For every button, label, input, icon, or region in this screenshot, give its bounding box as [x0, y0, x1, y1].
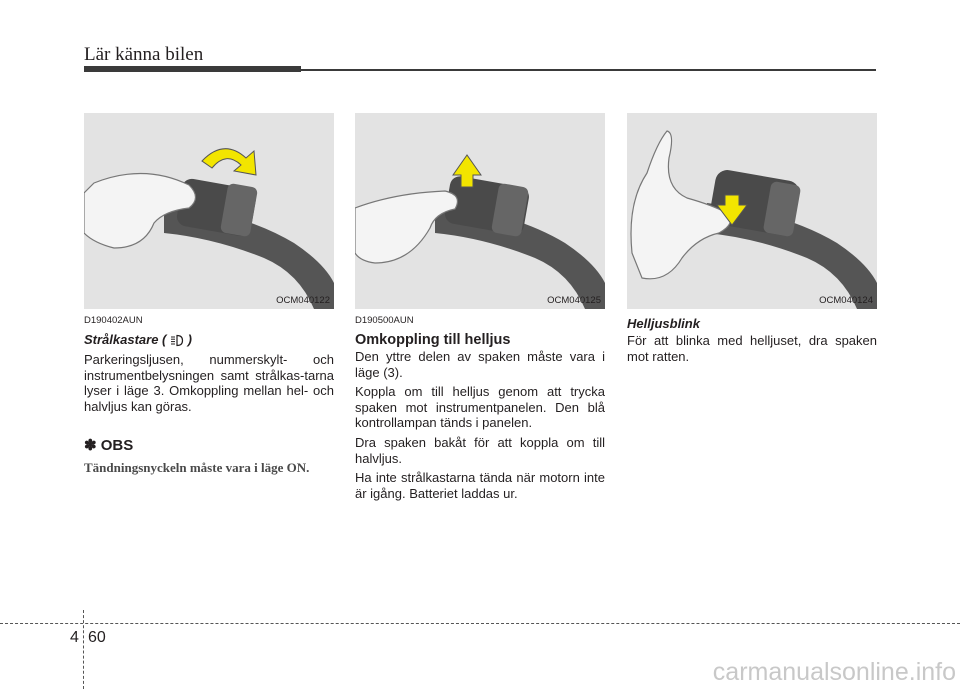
obs-heading: ✽ OBS	[84, 437, 134, 455]
figure-code: OCM040125	[547, 295, 601, 306]
section-subheading: Omkoppling till helljus	[355, 332, 511, 348]
body-paragraph: Dra spaken bakåt för att koppla om till halvljus.	[355, 434, 605, 466]
footer-rule-vertical	[83, 610, 84, 689]
header-rule-thin	[301, 69, 876, 71]
column-flash-to-pass	[627, 316, 877, 368]
subheading-suffix: )	[187, 332, 192, 347]
chapter-number: 4	[70, 629, 79, 646]
section-code: D190500AUN	[355, 315, 414, 326]
headlight-icon	[170, 334, 184, 350]
stalk-illustration-push	[355, 113, 605, 309]
body-paragraph: Koppla om till helljus genom att trycka spaken mot instrumentpanelen. Den blå kontrollampan tänds i panelen.	[355, 384, 605, 431]
body-paragraph: Ha inte strålkastarna tända när motorn inte är igång. Batteriet laddas ur.	[355, 470, 605, 501]
section-subheading	[84, 332, 334, 350]
column-headlights	[84, 315, 334, 476]
subheading-prefix: Strålkastare (	[84, 332, 167, 347]
section-code: D190402AUN	[84, 315, 143, 326]
section-subheading: Helljusblink	[627, 316, 700, 331]
page-number: 60	[88, 629, 106, 646]
body-paragraph: För att blinka med helljuset, dra spaken mot ratten.	[627, 333, 877, 364]
figure-rotate-stalk	[84, 113, 334, 309]
figure-code: OCM040122	[276, 295, 330, 306]
figure-push-stalk	[355, 113, 605, 309]
footer-rule-horizontal	[0, 623, 960, 624]
stalk-illustration-pull	[627, 113, 877, 309]
figure-pull-stalk	[627, 113, 877, 309]
watermark: carmanualsonline.info	[712, 658, 956, 686]
column-high-beam-switch	[355, 315, 605, 505]
figure-code: OCM040124	[819, 295, 873, 306]
body-paragraph: Parkeringsljusen, nummerskylt- och instrumentbelysningen samt strålkas-tarna lyser i läge 3. Omkoppling mellan hel- och halvljus kan göras.	[84, 352, 334, 414]
page-header-title: Lär känna bilen	[84, 44, 204, 65]
body-paragraph: Den yttre delen av spaken måste vara i läge (3).	[355, 349, 605, 380]
header-rule-thick	[84, 66, 301, 72]
stalk-illustration-rotate	[84, 113, 334, 309]
obs-text: Tändningsnyckeln måste vara i läge ON.	[84, 460, 310, 476]
